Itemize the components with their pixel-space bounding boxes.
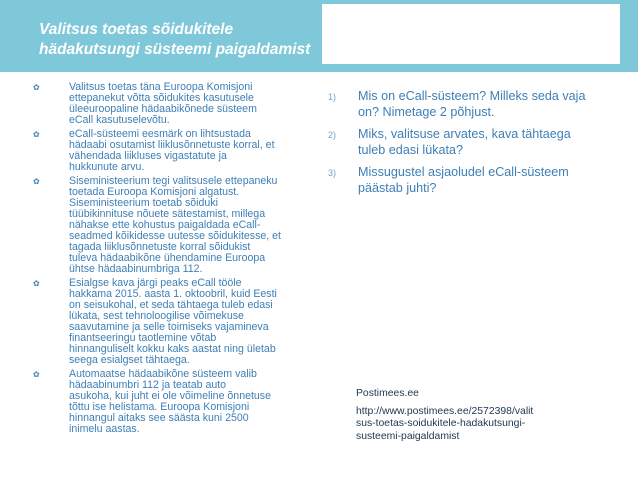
bullet-text-line: hinnangul aitaks see säästa kuni 2500 xyxy=(69,412,249,424)
source-url-line: sus-toetas-soidukitele-hadakutsungi- xyxy=(356,418,526,429)
title-line-2: hädakutsungi süsteemi paigaldamist xyxy=(39,41,311,58)
slide-title xyxy=(39,20,339,60)
question-text-line: Mis on eCall-süsteem? Milleks seda vaja xyxy=(358,89,586,103)
bullet-text-line: ühtse hädaabinumbriga 112. xyxy=(69,263,203,275)
bullet-text-line: hädaabi osutamist liiklusõnnetuste korral, et xyxy=(69,139,275,151)
news-bullet-list xyxy=(33,82,318,438)
bullet-text-line: on seisukohal, et seda tähtaega tuleb edasi xyxy=(69,299,273,311)
bullet-text-line: eCall-süsteemi eesmärk on lihtsustada xyxy=(69,128,251,140)
news-bullet-item xyxy=(33,176,318,275)
news-bullet-item xyxy=(33,82,318,126)
bullet-text-line: seadmed kõikidesse uutesse sõidukitesse, et xyxy=(69,230,281,242)
bullet-text-line: inimelu aastas. xyxy=(69,423,140,435)
question-text-line: tuleb edasi lükata? xyxy=(358,143,464,157)
bullet-text-line: Automaatse hädaabikõne süsteem valib xyxy=(69,368,257,380)
bullet-text-line: tõttu ise helistama. Euroopa Komisjoni xyxy=(69,401,250,413)
source-url xyxy=(356,406,596,444)
bullet-text-line: vähendada liikluses vigastatute ja xyxy=(69,150,227,162)
title-card xyxy=(322,4,620,64)
bullet-text-line: üleeuroopaline hädaabikõnede süsteem xyxy=(69,103,257,115)
question-text-line: Miks, valitsuse arvates, kava tähtaega xyxy=(358,127,571,141)
bullet-text-line: saavutamine ja selle toimiseks vajamineva xyxy=(69,321,269,333)
question-number: 2) xyxy=(328,130,337,140)
bullet-text-line: finantseeringu taotlemine võtab xyxy=(69,332,217,344)
news-bullet-item xyxy=(33,369,318,435)
question-number: 3) xyxy=(328,168,337,178)
fleuron-bullet-icon: ✿ xyxy=(33,130,40,139)
source-name: Postimees.ee xyxy=(356,388,419,399)
bullet-text-line: Siseministeerium toetab sõiduki xyxy=(69,197,218,209)
news-bullet-item xyxy=(33,129,318,173)
bullet-text-line: tagada liiklusõnnetuste korral sõidukist xyxy=(69,241,251,253)
source-block xyxy=(356,388,596,443)
bullet-text-line: lükata, sest tehnoloogilise võimekuse xyxy=(69,310,244,322)
fleuron-bullet-icon: ✿ xyxy=(33,177,40,186)
bullet-text-line: hakkama 2015. aasta 1. oktoobril, kuid Eesti xyxy=(69,288,277,300)
news-bullet-item xyxy=(33,278,318,366)
question-text-line: on? Nimetage 2 põhjust. xyxy=(358,105,495,119)
question-text-line: päästab juhti? xyxy=(358,181,437,195)
title-line-1: Valitsus toetas sõidukitele xyxy=(39,21,234,38)
question-item xyxy=(328,164,628,196)
question-list xyxy=(328,88,628,202)
fleuron-bullet-icon: ✿ xyxy=(33,279,40,288)
bullet-text-line: hukkunute arvu. xyxy=(69,161,145,173)
bullet-text-line: nähakse ette kohustus paigaldada eCall- xyxy=(69,219,261,231)
bullet-text-line: Esialgse kava järgi peaks eCall tööle xyxy=(69,277,242,289)
bullet-text-line: hädaabinumbri 112 ja teatab auto xyxy=(69,379,227,391)
bullet-text-line: hinnanguliselt kokku kaks aastat ning ületab xyxy=(69,343,276,355)
bullet-text-line: Valitsus toetas täna Euroopa Komisjoni xyxy=(69,81,253,93)
bullet-text-line: eCall kasutuselevõtu. xyxy=(69,114,170,126)
bullet-text-line: Siseministeerium tegi valitsusele ettepaneku xyxy=(69,175,278,187)
bullet-text-line: tüübikinnituse nõuete sätestamist, millega xyxy=(69,208,266,220)
source-url-line: http://www.postimees.ee/2572398/valit xyxy=(356,405,534,417)
question-item xyxy=(328,88,628,120)
bullet-text-line: tuleva hädaabikõne ühendamine Euroopa xyxy=(69,252,266,264)
question-item xyxy=(328,126,628,158)
bullet-text-line: ettepanekut võtta sõidukites kasutusele xyxy=(69,92,254,104)
bullet-text-line: seega esialgset tähtaega. xyxy=(69,354,190,366)
question-number: 1) xyxy=(328,92,337,102)
bullet-text-line: asukoha, kui juht ei ole võimeline õnnetuse xyxy=(69,390,272,402)
fleuron-bullet-icon: ✿ xyxy=(33,83,40,92)
fleuron-bullet-icon: ✿ xyxy=(33,370,40,379)
bullet-text-line: toetada Euroopa Komisjoni algatust. xyxy=(69,186,240,198)
question-text-line: Missugustel asjaoludel eCall-süsteem xyxy=(358,165,569,179)
source-url-line: susteemi-paigaldamist xyxy=(356,430,460,442)
